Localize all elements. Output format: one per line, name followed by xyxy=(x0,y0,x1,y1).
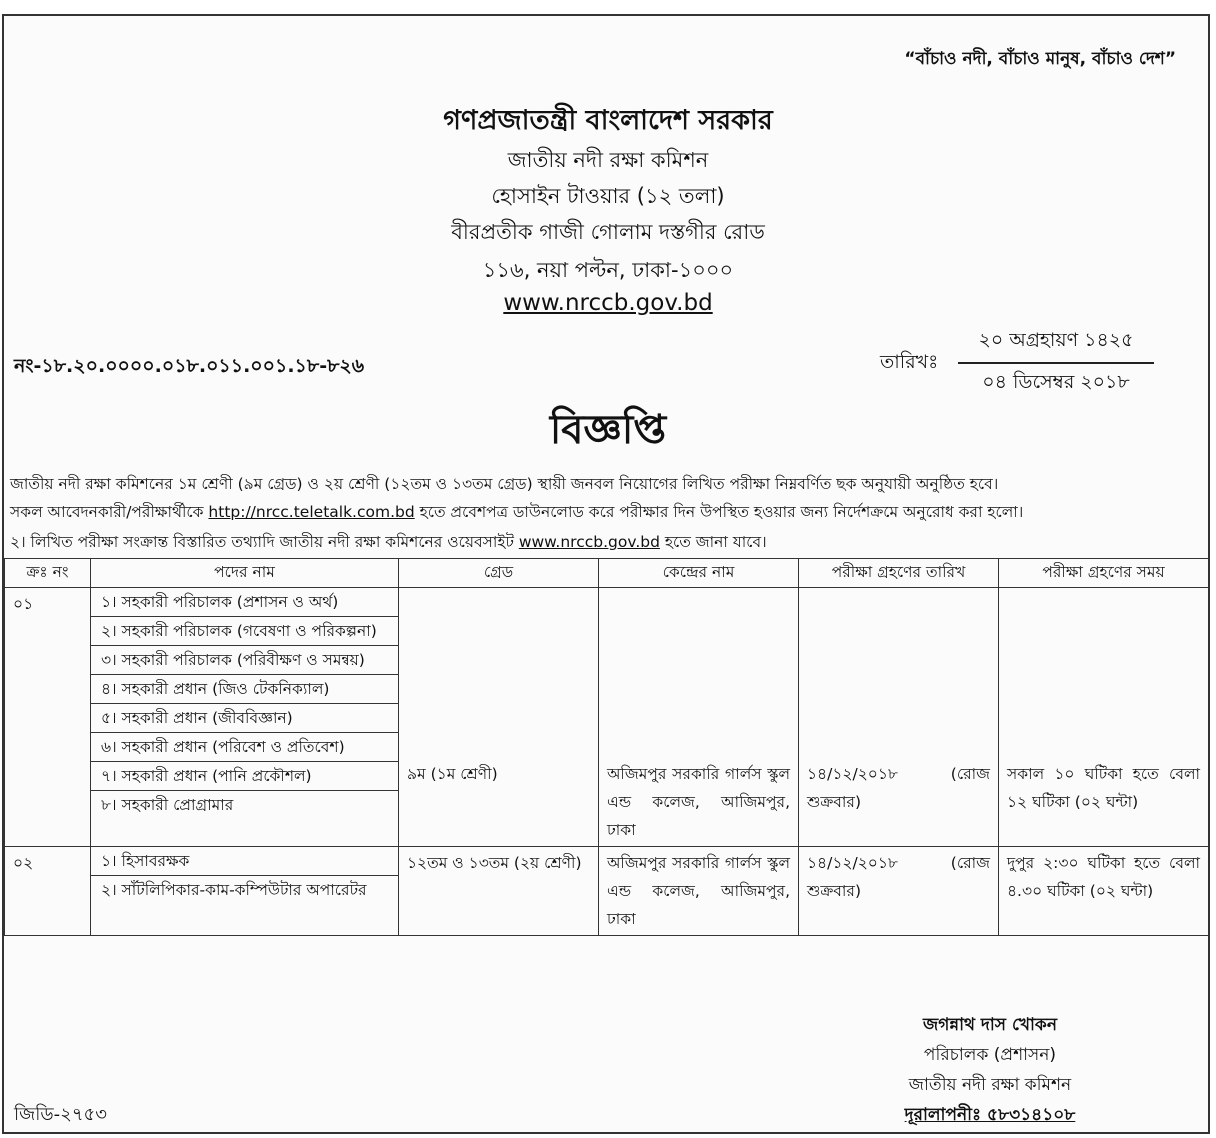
date-bangla: ২০ অগ্রহায়ণ ১৪২৫ xyxy=(958,326,1154,364)
gd-number: জিডি-২৭৫৩ xyxy=(14,1104,107,1125)
center-cell: অজিমপুর সরকারি গার্লস স্কুল এন্ড কলেজ, আজিমপুর, ঢাকা xyxy=(599,588,799,847)
signatory-name: জগন্নাথ দাস খোকন xyxy=(923,1015,1057,1035)
date-english: ০৪ ডিসেম্বর ২০১৮ xyxy=(982,371,1130,393)
paragraph-3-text-end: হতে জানা যাবে। xyxy=(659,533,767,551)
signatory-phone: দূরালাপনীঃ ৫৮৩১৪১০৮ xyxy=(904,1105,1076,1125)
table-header-row xyxy=(5,559,1209,588)
time-cell: দুপুর ২:৩০ ঘটিকা হতে বেলা ৪.৩০ ঘটিকা (০২ ঘন্টা) xyxy=(999,847,1209,936)
memo-number: নং-১৮.২০.০০০০.০১৮.০১১.০০১.১৮-৮২৬ xyxy=(14,355,365,377)
header-center: কেন্দ্রের নাম xyxy=(599,559,799,588)
table-row xyxy=(5,588,1209,847)
paragraph-1: জাতীয় নদী রক্ষা কমিশনের ১ম শ্রেণী (৯ম গ্রেড) ও ২য় শ্রেণী (১২তম ও ১৩তম গ্রেড) স্থায়ী জনবল নিয়োগের লিখিত পরীক্ষা নিম্নবর্ণিত ছক অনুযায়ী অনুষ্ঠিত হবে। xyxy=(10,475,999,493)
center-cell: অজিমপুর সরকারি গার্লস স্কুল এন্ড কলেজ, আজিমপুর, ঢাকা xyxy=(599,847,799,936)
post-item: ৭। সহকারী প্রধান (পানি প্রকৌশল) xyxy=(91,762,398,791)
website-link[interactable]: www.nrccb.gov.bd xyxy=(503,290,713,316)
government-title: গণপ্রজাতন্ত্রী বাংলাদেশ সরকার xyxy=(443,105,773,136)
header-exam-date: পরীক্ষা গ্রহণের তারিখ xyxy=(799,559,999,588)
signatory-designation: পরিচালক (প্রশাসন) xyxy=(923,1045,1057,1065)
post-item: ৫। সহকারী প্রধান (জীববিজ্ঞান) xyxy=(91,704,398,733)
header-grade: গ্রেড xyxy=(399,559,599,588)
post-item: ৮। সহকারী প্রোগ্রামার xyxy=(101,796,234,814)
table-row xyxy=(5,847,1209,936)
serial-cell: ০১ xyxy=(5,588,91,847)
paragraph-3-text: ২। লিখিত পরীক্ষা সংক্রান্ত বিস্তারিত তথ্যাদি জাতীয় নদী রক্ষা কমিশনের ওয়েবসাইট xyxy=(10,533,519,551)
post-item: ১। সহকারী পরিচালক (প্রশাসন ও অর্থ) xyxy=(91,588,398,617)
date-cell: ১৪/১২/২০১৮ (রোজ শুক্রবার) xyxy=(799,588,999,847)
post-item: ৪। সহকারী প্রধান (জিও টেকনিক্যাল) xyxy=(91,675,398,704)
building-name: হোসাইন টাওয়ার (১২ তলা) xyxy=(491,184,725,208)
post-item: ২। সাঁটলিপিকার-কাম-কম্পিউটার অপারেটর xyxy=(101,881,367,899)
paragraph-2 xyxy=(10,500,1206,525)
date-block xyxy=(958,326,1154,400)
paragraph-2-text-end: হতে প্রবেশপত্র ডাউনলোড করে পরীক্ষার দিন উপস্থিত হওয়ার জন্য নির্দেশক্রমে অনুরোধ করা হলো। xyxy=(414,503,1024,521)
exam-schedule-table xyxy=(4,558,1209,936)
slogan: “বাঁচাও নদী, বাঁচাও মানুষ, বাঁচাও দেশ” xyxy=(904,49,1176,69)
time-cell: সকাল ১০ ঘটিকা হতে বেলা ১২ ঘটিকা (০২ ঘন্টা) xyxy=(999,588,1209,847)
serial-cell: ০২ xyxy=(5,847,91,936)
notice-title: বিজ্ঞপ্তি xyxy=(549,407,667,453)
post-list-cell xyxy=(91,847,399,936)
signatory-office: জাতীয় নদী রক্ষা কমিশন xyxy=(908,1075,1072,1095)
post-list-cell xyxy=(91,588,399,847)
paragraph-2-text: সকল আবেদনকারী/পরীক্ষার্থীকে xyxy=(10,503,209,521)
address: ১১৬, নয়া পল্টন, ঢাকা-১০০০ xyxy=(482,258,734,282)
post-item: ২। সহকারী পরিচালক (গবেষণা ও পরিকল্পনা) xyxy=(91,617,398,646)
grade-cell: ৯ম (১ম শ্রেণী) xyxy=(399,588,599,847)
header-post: পদের নাম xyxy=(91,559,399,588)
admit-card-link[interactable]: http://nrcc.teletalk.com.bd xyxy=(208,503,415,521)
road-name: বীরপ্রতীক গাজী গোলাম দস্তগীর রোড xyxy=(451,220,765,244)
header-exam-time: পরীক্ষা গ্রহণের সময় xyxy=(999,559,1209,588)
post-item: ৩। সহকারী পরিচালক (পরিবীক্ষণ ও সমন্বয়) xyxy=(91,646,398,675)
commission-name: জাতীয় নদী রক্ষা কমিশন xyxy=(507,148,709,172)
header-serial: ক্রঃ নং xyxy=(5,559,91,588)
post-item: ১। হিসাবরক্ষক xyxy=(91,847,398,876)
grade-cell: ১২তম ও ১৩তম (২য় শ্রেণী) xyxy=(399,847,599,936)
post-item: ৬। সহকারী প্রধান (পরিবেশ ও প্রতিবেশ) xyxy=(91,733,398,762)
date-cell: ১৪/১২/২০১৮ (রোজ শুক্রবার) xyxy=(799,847,999,936)
date-label: তারিখঃ xyxy=(880,351,939,373)
paragraph-3 xyxy=(10,530,1206,555)
commission-website-link[interactable]: www.nrccb.gov.bd xyxy=(518,533,660,551)
